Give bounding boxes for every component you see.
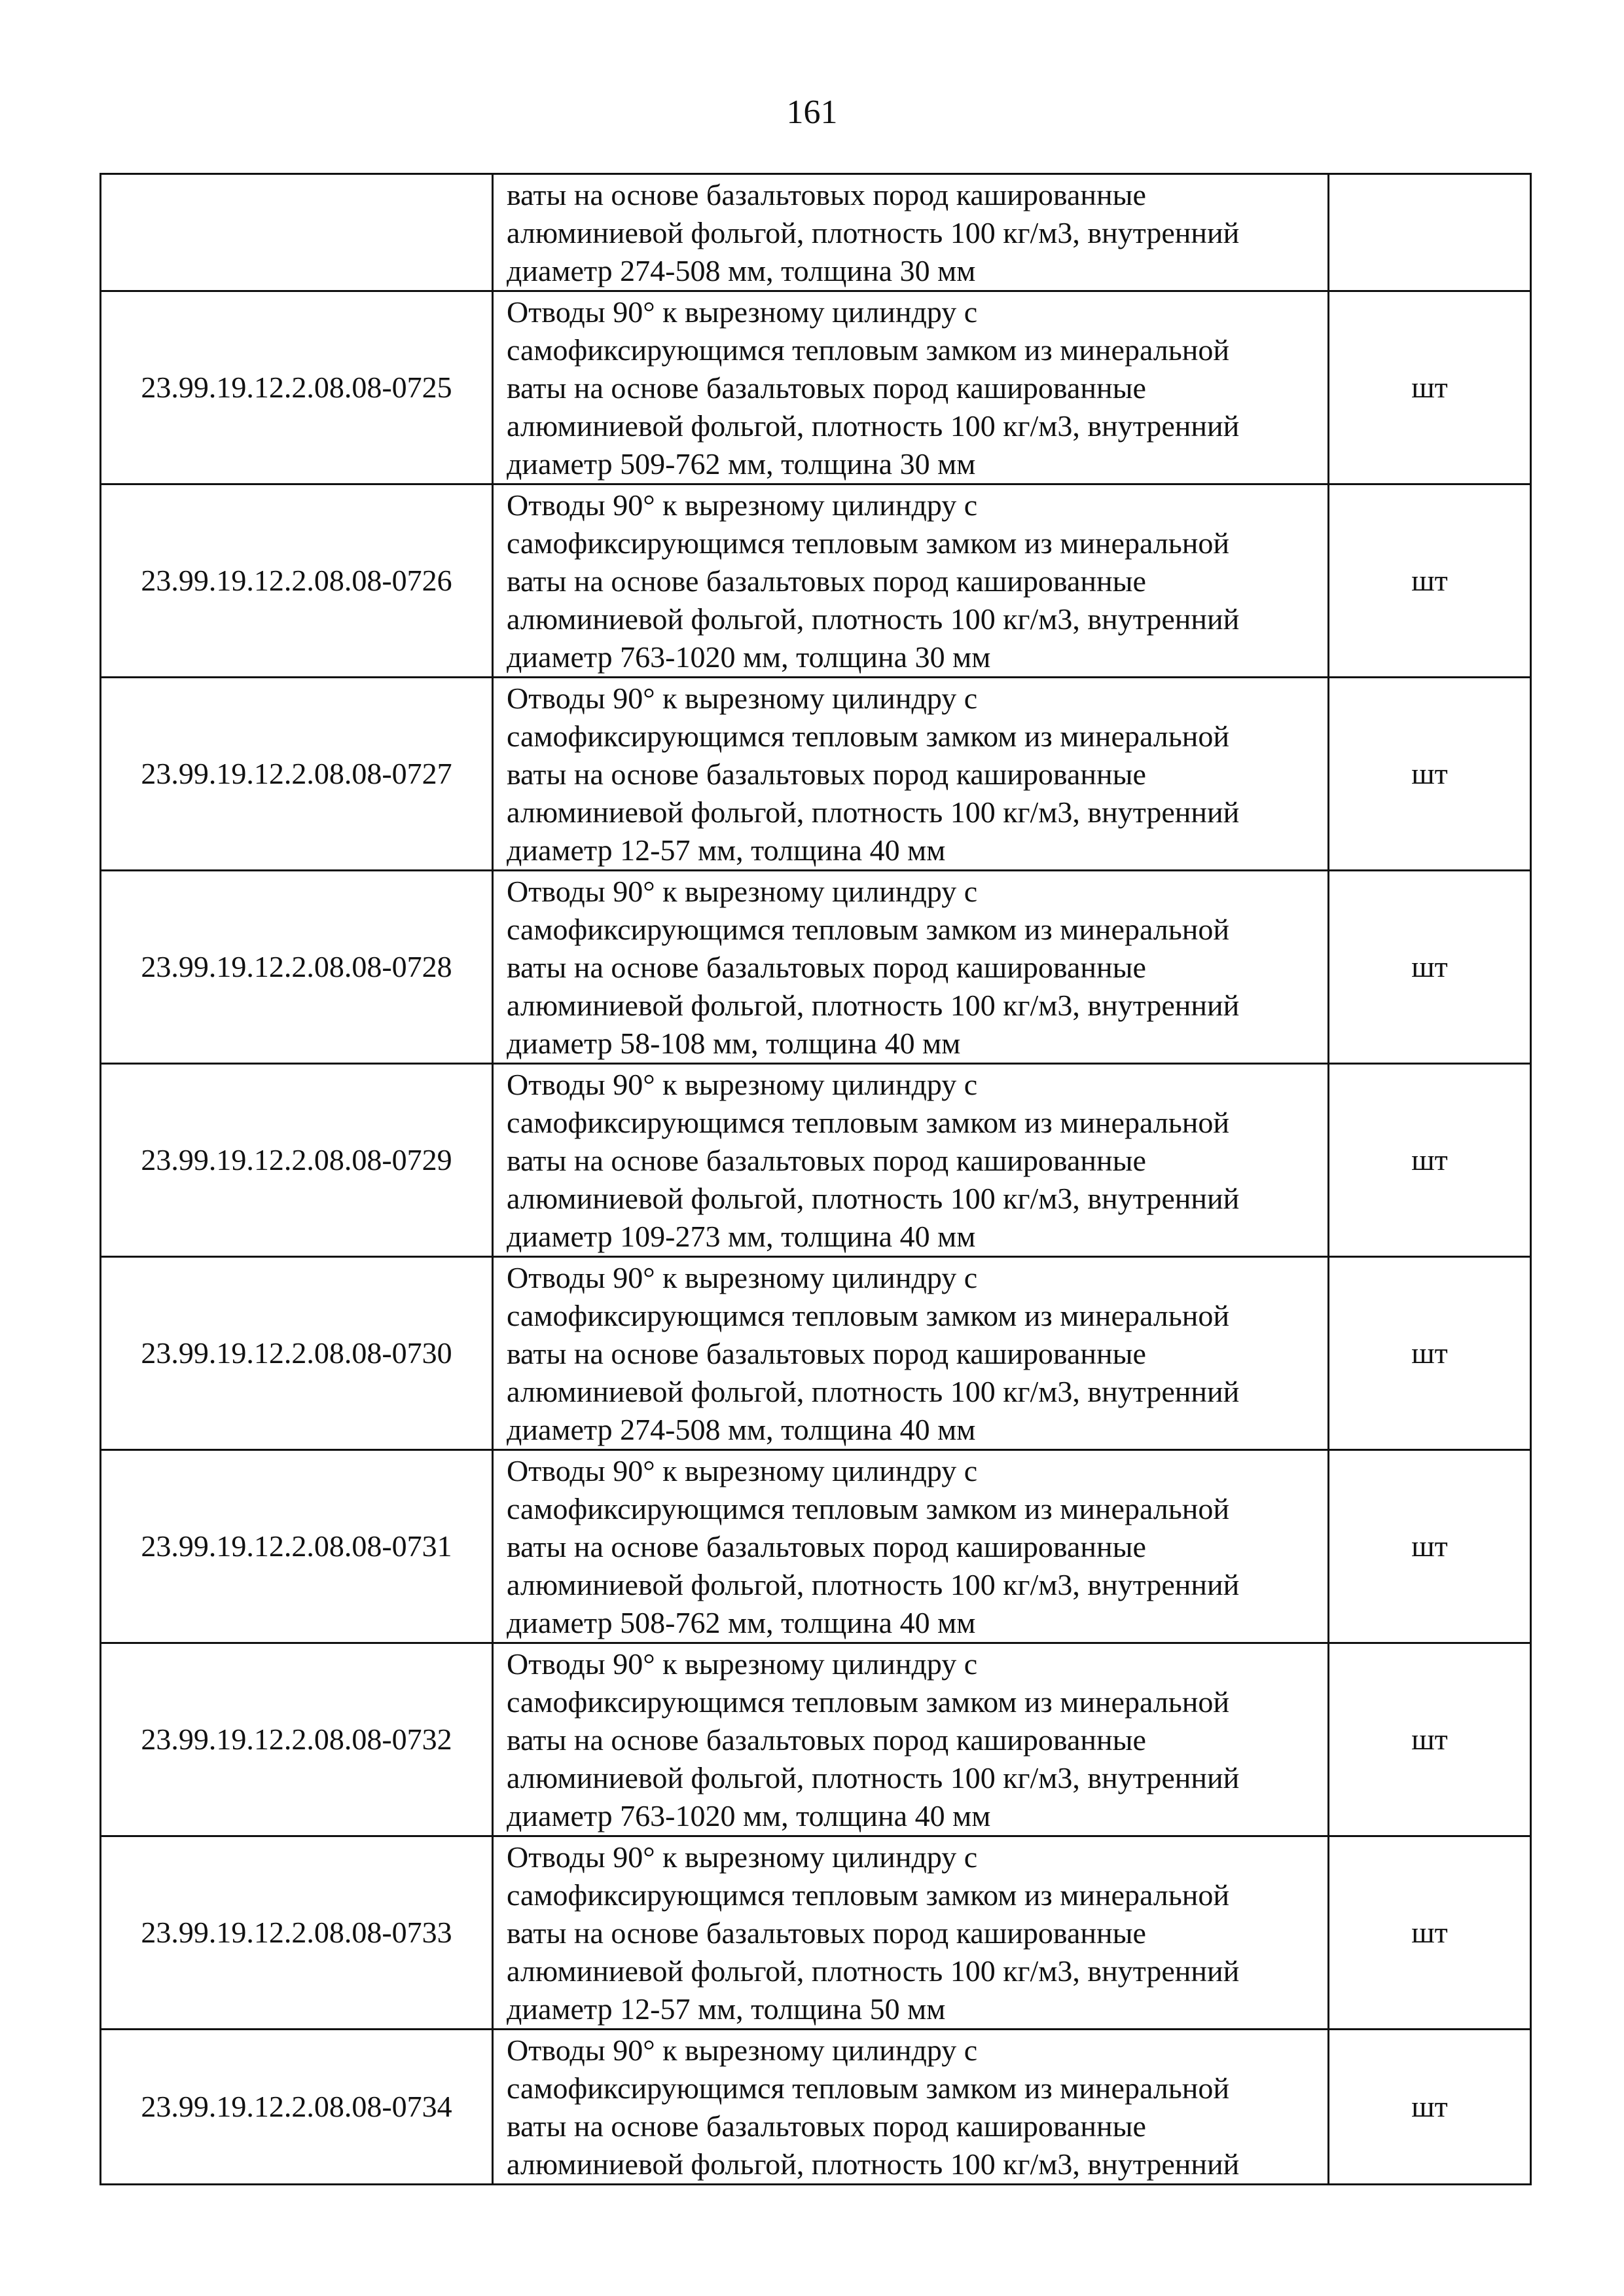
description-line: самофиксирующимся тепловым замком из минеральной xyxy=(507,1878,1229,1912)
resource-description xyxy=(493,678,1329,871)
unit-of-measure: шт xyxy=(1329,1064,1531,1257)
resource-code: 23.99.19.12.2.08.08-0734 xyxy=(101,2030,493,2185)
description-line: Отводы 90° к вырезному цилиндру с xyxy=(507,488,978,522)
resource-description xyxy=(493,871,1329,1064)
table-row xyxy=(101,484,1531,678)
description-line: алюминиевой фольгой, плотность 100 кг/м3, внутренний xyxy=(507,1954,1240,1988)
description-line: Отводы 90° к вырезному цилиндру с xyxy=(507,1261,978,1294)
description-line: самофиксирующимся тепловым замком из минеральной xyxy=(507,913,1229,946)
description-line: алюминиевой фольгой, плотность 100 кг/м3, внутренний xyxy=(507,409,1240,443)
description-line: Отводы 90° к вырезному цилиндру с xyxy=(507,295,978,329)
description-line: диаметр 763-1020 мм, толщина 40 мм xyxy=(507,1799,991,1832)
resource-code: 23.99.19.12.2.08.08-0729 xyxy=(101,1064,493,1257)
table-row xyxy=(101,1064,1531,1257)
unit-of-measure: шт xyxy=(1329,1836,1531,2030)
description-line: ваты на основе базальтовых пород кашированные xyxy=(507,1337,1146,1370)
resource-description xyxy=(493,174,1329,291)
resource-code: 23.99.19.12.2.08.08-0733 xyxy=(101,1836,493,2030)
description-line: ваты на основе базальтовых пород кашированные xyxy=(507,1723,1146,1757)
description-line: ваты на основе базальтовых пород кашированные xyxy=(507,1916,1146,1950)
description-line: ваты на основе базальтовых пород кашированные xyxy=(507,564,1146,598)
description-line: самофиксирующимся тепловым замком из минеральной xyxy=(507,720,1229,753)
description-line: ваты на основе базальтовых пород кашированные xyxy=(507,178,1146,211)
description-line: алюминиевой фольгой, плотность 100 кг/м3, внутренний xyxy=(507,1761,1240,1795)
description-line: самофиксирующимся тепловым замком из минеральной xyxy=(507,333,1229,367)
description-line: диаметр 58-108 мм, толщина 40 мм xyxy=(507,1027,961,1060)
description-line: ваты на основе базальтовых пород кашированные xyxy=(507,1144,1146,1177)
description-line: ваты на основе базальтовых пород кашированные xyxy=(507,757,1146,791)
unit-of-measure: шт xyxy=(1329,1257,1531,1450)
description-line: алюминиевой фольгой, плотность 100 кг/м3, внутренний xyxy=(507,989,1240,1022)
table-row xyxy=(101,291,1531,484)
table-row xyxy=(101,678,1531,871)
table-row xyxy=(101,1257,1531,1450)
unit-of-measure: шт xyxy=(1329,2030,1531,2185)
resource-code: 23.99.19.12.2.08.08-0725 xyxy=(101,291,493,484)
resource-code xyxy=(101,174,493,291)
table-row xyxy=(101,174,1531,291)
description-line: Отводы 90° к вырезному цилиндру с xyxy=(507,1647,978,1681)
description-line: диаметр 274-508 мм, толщина 30 мм xyxy=(507,254,976,287)
description-line: ваты на основе базальтовых пород кашированные xyxy=(507,951,1146,984)
description-line: Отводы 90° к вырезному цилиндру с xyxy=(507,682,978,715)
description-line: диаметр 109-273 мм, толщина 40 мм xyxy=(507,1220,976,1253)
resource-description xyxy=(493,2030,1329,2185)
resource-description xyxy=(493,291,1329,484)
unit-of-measure: шт xyxy=(1329,678,1531,871)
description-line: самофиксирующимся тепловым замком из минеральной xyxy=(507,1685,1229,1719)
description-line: Отводы 90° к вырезному цилиндру с xyxy=(507,2033,978,2067)
table-row xyxy=(101,1643,1531,1836)
table-row xyxy=(101,1836,1531,2030)
resource-description xyxy=(493,1064,1329,1257)
unit-of-measure: шт xyxy=(1329,484,1531,678)
unit-of-measure: шт xyxy=(1329,871,1531,1064)
description-line: Отводы 90° к вырезному цилиндру с xyxy=(507,1840,978,1874)
page-number: 161 xyxy=(786,94,838,131)
unit-of-measure xyxy=(1329,174,1531,291)
resource-description xyxy=(493,484,1329,678)
resource-code: 23.99.19.12.2.08.08-0728 xyxy=(101,871,493,1064)
description-line: диаметр 274-508 мм, толщина 40 мм xyxy=(507,1413,976,1446)
description-line: алюминиевой фольгой, плотность 100 кг/м3, внутренний xyxy=(507,795,1240,829)
description-line: диаметр 12-57 мм, толщина 50 мм xyxy=(507,1992,946,2026)
description-line: диаметр 12-57 мм, толщина 40 мм xyxy=(507,833,946,867)
resource-code: 23.99.19.12.2.08.08-0726 xyxy=(101,484,493,678)
description-line: Отводы 90° к вырезному цилиндру с xyxy=(507,875,978,908)
resource-description xyxy=(493,1257,1329,1450)
description-line: алюминиевой фольгой, плотность 100 кг/м3, внутренний xyxy=(507,2147,1240,2181)
resource-code: 23.99.19.12.2.08.08-0731 xyxy=(101,1450,493,1643)
description-line: диаметр 509-762 мм, толщина 30 мм xyxy=(507,447,976,481)
description-line: алюминиевой фольгой, плотность 100 кг/м3, внутренний xyxy=(507,1375,1240,1408)
resource-code: 23.99.19.12.2.08.08-0732 xyxy=(101,1643,493,1836)
resource-code: 23.99.19.12.2.08.08-0730 xyxy=(101,1257,493,1450)
description-line: алюминиевой фольгой, плотность 100 кг/м3, внутренний xyxy=(507,602,1240,636)
unit-of-measure: шт xyxy=(1329,1450,1531,1643)
resource-description xyxy=(493,1836,1329,2030)
description-line: самофиксирующимся тепловым замком из минеральной xyxy=(507,2071,1229,2105)
resource-table xyxy=(99,173,1532,2185)
description-line: ваты на основе базальтовых пород кашированные xyxy=(507,1530,1146,1563)
description-line: алюминиевой фольгой, плотность 100 кг/м3, внутренний xyxy=(507,216,1240,249)
resource-description xyxy=(493,1450,1329,1643)
table-body xyxy=(101,174,1531,2185)
table-row xyxy=(101,871,1531,1064)
description-line: ваты на основе базальтовых пород кашированные xyxy=(507,2109,1146,2143)
description-line: самофиксирующимся тепловым замком из минеральной xyxy=(507,526,1229,560)
description-line: самофиксирующимся тепловым замком из минеральной xyxy=(507,1299,1229,1332)
description-line: ваты на основе базальтовых пород кашированные xyxy=(507,371,1146,405)
description-line: диаметр 508-762 мм, толщина 40 мм xyxy=(507,1606,976,1639)
description-line: алюминиевой фольгой, плотность 100 кг/м3, внутренний xyxy=(507,1568,1240,1601)
description-line: диаметр 763-1020 мм, толщина 30 мм xyxy=(507,640,991,674)
description-line: самофиксирующимся тепловым замком из минеральной xyxy=(507,1492,1229,1525)
description-line: Отводы 90° к вырезному цилиндру с xyxy=(507,1454,978,1487)
resource-code: 23.99.19.12.2.08.08-0727 xyxy=(101,678,493,871)
description-line: алюминиевой фольгой, плотность 100 кг/м3, внутренний xyxy=(507,1182,1240,1215)
unit-of-measure: шт xyxy=(1329,291,1531,484)
table-row xyxy=(101,2030,1531,2185)
description-line: самофиксирующимся тепловым замком из минеральной xyxy=(507,1106,1229,1139)
description-line: Отводы 90° к вырезному цилиндру с xyxy=(507,1068,978,1101)
unit-of-measure: шт xyxy=(1329,1643,1531,1836)
table-row xyxy=(101,1450,1531,1643)
resource-description xyxy=(493,1643,1329,1836)
